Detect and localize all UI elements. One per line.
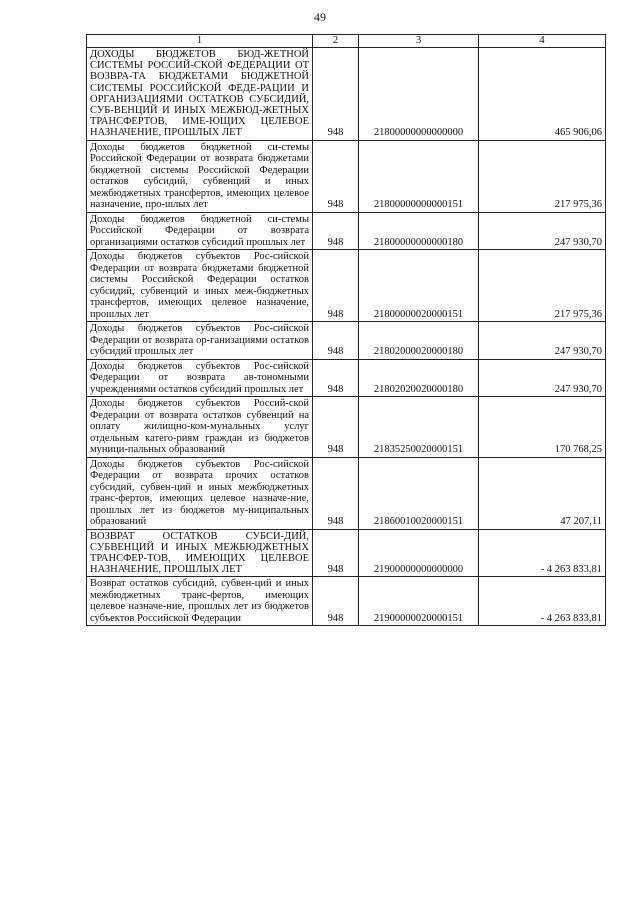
row-budget-code: 21800000000000180 xyxy=(359,212,479,250)
row-description: Возврат остатков субсидий, субвен-ций и иных межбюджетных транс-фертов, имеющих целевое назначе-ние, прошлых лет из бюджетов субъектов Российской Федерации xyxy=(87,577,313,626)
table-header-row xyxy=(87,35,606,48)
row-description: Доходы бюджетов субъектов Россий-ской Федерации от возврата остатков субвенций на оплату жилищно-ком-мунальных услуг отдельным катего-риям граждан из бюджетов муници-пальных образований xyxy=(87,397,313,458)
column-header-2: 2 xyxy=(313,35,359,48)
table-row xyxy=(87,250,606,322)
row-admin-code: 948 xyxy=(313,457,359,529)
row-budget-code: 21800000020000151 xyxy=(359,250,479,322)
row-description: Доходы бюджетов субъектов Рос-сийской Федерации от возврата ор-ганизациями остатков субсидий прошлых лет xyxy=(87,322,313,360)
row-description: Доходы бюджетов субъектов Рос-сийской Федерации от возврата ав-тономными учреждениями остатков субсидий прошлых лет xyxy=(87,359,313,397)
table-row xyxy=(87,359,606,397)
table-row xyxy=(87,397,606,458)
row-budget-code: 21802020020000180 xyxy=(359,359,479,397)
row-admin-code: 948 xyxy=(313,212,359,250)
row-budget-code: 21802000020000180 xyxy=(359,322,479,360)
row-amount: 170 768,25 xyxy=(479,397,606,458)
row-amount: 247 930,70 xyxy=(479,322,606,360)
row-admin-code: 948 xyxy=(313,140,359,212)
row-budget-code: 21900000000000000 xyxy=(359,529,479,577)
row-admin-code: 948 xyxy=(313,322,359,360)
table-row xyxy=(87,322,606,360)
row-description: Доходы бюджетов субъектов Рос-сийской Федерации от возврата бюджетами бюджетной системы Российской Федерации остатков субсидий, субвенций и иных меж-бюджетных трансфертов, имеющих целевое назначение, прошлых лет xyxy=(87,250,313,322)
row-admin-code: 948 xyxy=(313,397,359,458)
row-description: ДОХОДЫ БЮДЖЕТОВ БЮД-ЖЕТНОЙ СИСТЕМЫ РОССИЙ-СКОЙ ФЕДЕРАЦИИ ОТ ВОЗВРА-ТА БЮДЖЕТАМИ БЮДЖЕТНОЙ СИСТЕМЫ РОССИЙСКОЙ ФЕДЕ-РАЦИИ И ОРГАНИЗАЦИЯМИ ОСТАТКОВ СУБСИДИЙ, СУБ-ВЕНЦИЙ И ИНЫХ МЕЖБЮД-ЖЕТНЫХ ТРАНСФЕРТОВ, ИМЕ-ЮЩИХ ЦЕЛЕВОЕ НАЗНАЧЕНИЕ, ПРОШЛЫХ ЛЕТ xyxy=(87,48,313,141)
column-header-1: 1 xyxy=(87,35,313,48)
row-admin-code: 948 xyxy=(313,48,359,141)
row-amount: 247 930,70 xyxy=(479,212,606,250)
column-header-3: 3 xyxy=(359,35,479,48)
row-budget-code: 21800000000000151 xyxy=(359,140,479,212)
row-description: Доходы бюджетов бюджетной си-стемы Российской Федерации от возврата бюджетами бюджетной системы Российской Федерации остатков субсидий, субвенций и иных межбюджетных трансфертов, имеющих целевое назначение, про-шлых лет xyxy=(87,140,313,212)
row-amount: 465 906,06 xyxy=(479,48,606,141)
page-number: 49 xyxy=(314,10,326,24)
table-row xyxy=(87,140,606,212)
row-amount: - 4 263 833,81 xyxy=(479,529,606,577)
budget-revenue-table xyxy=(86,34,606,626)
row-description: ВОЗВРАТ ОСТАТКОВ СУБСИ-ДИЙ, СУБВЕНЦИЙ И ИНЫХ МЕЖБЮДЖЕТНЫХ ТРАНСФЕР-ТОВ, ИМЕЮЩИХ ЦЕЛЕВОЕ НАЗНАЧЕНИЕ, ПРОШЛЫХ ЛЕТ xyxy=(87,529,313,577)
row-admin-code: 948 xyxy=(313,359,359,397)
row-budget-code: 21900000020000151 xyxy=(359,577,479,626)
table-row xyxy=(87,48,606,141)
row-amount: 217 975,36 xyxy=(479,250,606,322)
row-amount: 247 930,70 xyxy=(479,359,606,397)
row-admin-code: 948 xyxy=(313,250,359,322)
row-admin-code: 948 xyxy=(313,577,359,626)
row-budget-code: 21860010020000151 xyxy=(359,457,479,529)
row-description: Доходы бюджетов бюджетной си-стемы Российской Федерации от возврата организациями остатков субсидий прошлых лет xyxy=(87,212,313,250)
table-row xyxy=(87,529,606,577)
row-amount: - 4 263 833,81 xyxy=(479,577,606,626)
row-amount: 47 207,11 xyxy=(479,457,606,529)
table-row xyxy=(87,577,606,626)
table-row xyxy=(87,457,606,529)
column-header-4: 4 xyxy=(479,35,606,48)
row-budget-code: 21835250020000151 xyxy=(359,397,479,458)
table-body xyxy=(87,48,606,626)
row-admin-code: 948 xyxy=(313,529,359,577)
row-budget-code: 21800000000000000 xyxy=(359,48,479,141)
row-amount: 217 975,36 xyxy=(479,140,606,212)
row-description: Доходы бюджетов субъектов Рос-сийской Федерации от возврата прочих остатков субсидий, субвен-ций и иных межбюджетных транс-фертов, имеющих целевое назначе-ние, прошлых лет из бюджетов му-ниципальных образований xyxy=(87,457,313,529)
table-row xyxy=(87,212,606,250)
